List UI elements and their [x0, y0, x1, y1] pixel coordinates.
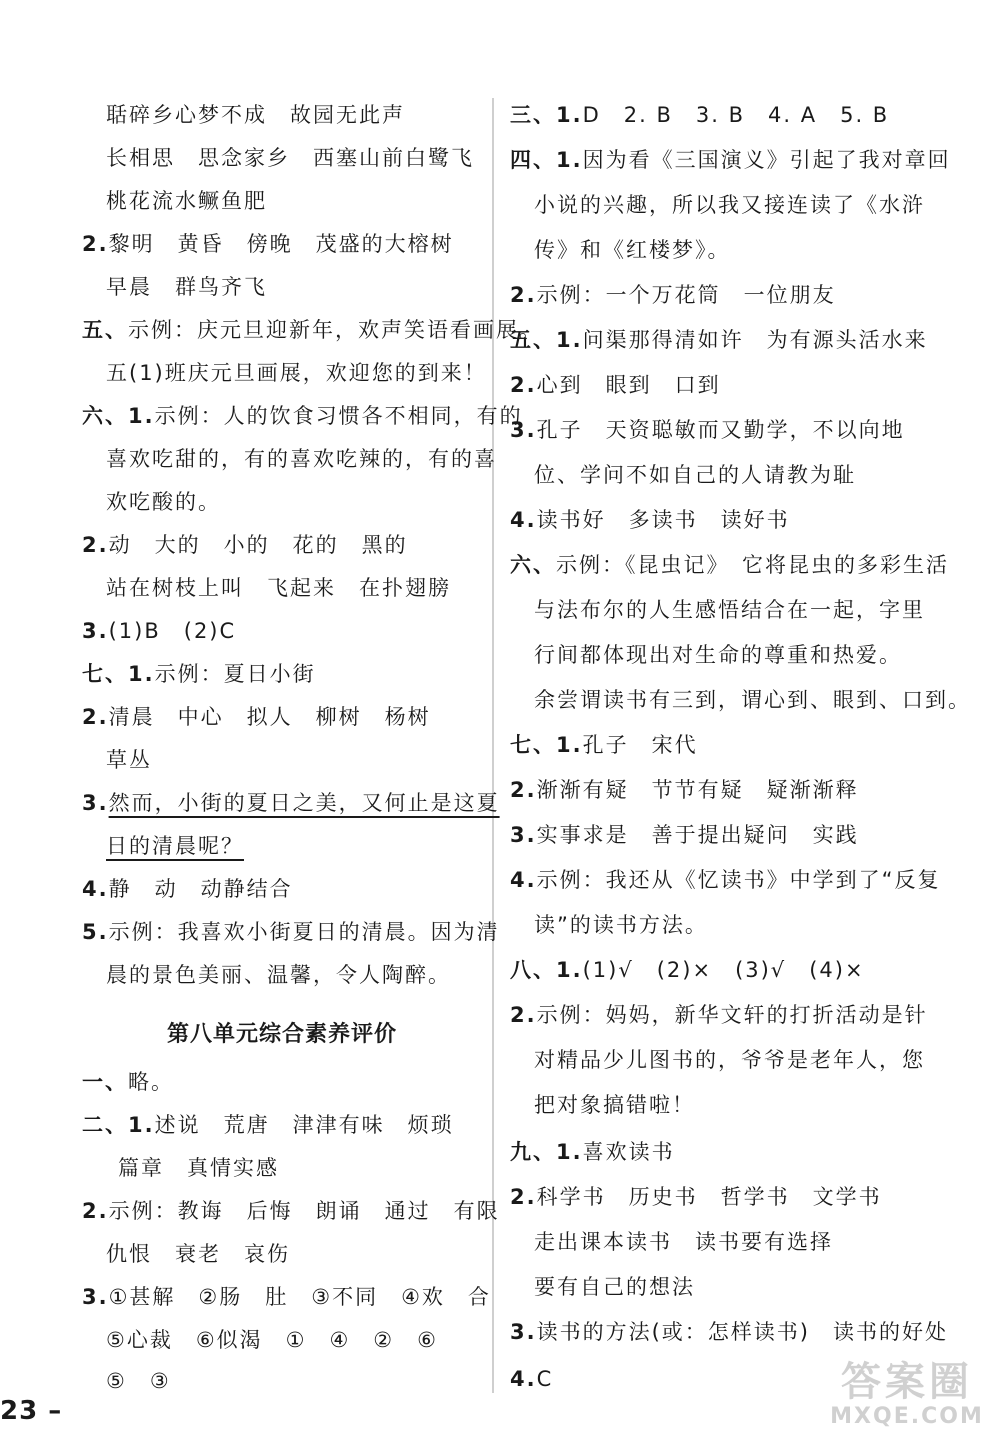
- answer-line: 晨的景色美丽、温馨，令人陶醉。: [106, 963, 451, 987]
- answer-line: 2.示例：一个万花筒 一位朋友: [510, 283, 836, 307]
- answer-line: 3.孔子 天资聪敏而又勤学，不以向地: [510, 418, 905, 442]
- answer-line: 2.清晨 中心 拟人 柳树 杨树: [82, 705, 431, 729]
- answer-line: ⑤ ③: [106, 1369, 171, 1393]
- answer-line: 3.(1)B (2)C: [82, 619, 237, 643]
- answer-line: 2.示例：教诲 后悔 朗诵 通过 有限: [82, 1199, 500, 1223]
- answer-line: 仇恨 衰老 哀伤: [106, 1242, 290, 1266]
- answer-line: 五、1.问渠那得清如许 为有源头活水来: [510, 328, 928, 352]
- watermark-logo: [822, 1360, 992, 1440]
- answer-line: 把对象搞错啦！: [534, 1093, 695, 1117]
- answer-line: ⑤心裁 ⑥似渴 ① ④ ② ⑥: [106, 1328, 438, 1352]
- answer-line: 行间都体现出对生命的尊重和热爱。: [534, 643, 902, 667]
- answer-line: 3.实事求是 善于提出疑问 实践: [510, 823, 859, 847]
- section-heading: 第八单元综合素养评价: [166, 1022, 397, 1047]
- answer-line: 八、1.(1)√ (2)× (3)√ (4)×: [510, 958, 865, 982]
- answer-line: 对精品少儿图书的，爷爷是老年人，您: [534, 1048, 925, 1072]
- answer-line: 5.示例：我喜欢小街夏日的清晨。因为清: [82, 920, 500, 944]
- watermark-text-bottom: MXQE.COM: [830, 1404, 984, 1429]
- answer-line: 长相思 思念家乡 西塞山前白鹭飞: [106, 146, 474, 170]
- watermark-text-top: 答案圈: [841, 1359, 973, 1405]
- answer-line: 余尝谓读书有三到，谓心到、眼到、口到。: [534, 688, 971, 712]
- answer-line: 桃花流水鳜鱼肥: [106, 189, 267, 213]
- answer-line: 五、示例：庆元旦迎新年，欢声笑语看画展。: [82, 318, 542, 342]
- answer-line: 2.科学书 历史书 哲学书 文学书: [510, 1185, 882, 1209]
- answer-line: 站在树枝上叫 飞起来 在扑翅膀: [106, 576, 451, 600]
- answer-line: 与法布尔的人生感悟结合在一起，字里: [534, 598, 925, 622]
- answer-line: 2.渐渐有疑 节节有疑 疑渐渐释: [510, 778, 859, 802]
- answer-line: 3.然而，小街的夏日之美，又何止是这夏: [82, 791, 500, 815]
- answer-line: 六、示例：《昆虫记》 它将昆虫的多彩生活: [510, 553, 949, 577]
- answer-line: 早晨 群鸟齐飞: [106, 275, 267, 299]
- answer-line: 3.①甚解 ②肠 肚 ③不同 ④欢 合: [82, 1285, 491, 1309]
- answer-line: 草丛: [106, 748, 152, 772]
- answer-line: 走出课本读书 读书要有选择: [534, 1230, 833, 1254]
- answer-line: 欢吃酸的。: [106, 490, 221, 514]
- answer-line: 2.动 大的 小的 花的 黑的: [82, 533, 408, 557]
- answer-line: 七、1.示例：夏日小街: [82, 662, 316, 686]
- answer-line: 九、1.喜欢读书: [510, 1140, 675, 1164]
- answer-line: 4.读书好 多读书 读好书: [510, 508, 790, 532]
- answer-line: 读”的读书方法。: [534, 913, 708, 937]
- answer-line: 要有自己的想法: [534, 1275, 695, 1299]
- answer-line: 二、1.述说 荒唐 津津有味 烦琐: [82, 1113, 454, 1137]
- answer-line: 2.黎明 黄昏 傍晚 茂盛的大榕树: [82, 232, 454, 256]
- answer-line: 日的清晨呢？: [106, 834, 244, 858]
- answer-line: 五(1)班庆元旦画展，欢迎您的到来！: [106, 361, 487, 385]
- answer-line: 四、1.因为看《三国演义》引起了我对章回: [510, 148, 951, 172]
- answer-line: 六、1.示例：人的饮食习惯各不相同，有的: [82, 404, 523, 428]
- answer-line: 3.读书的方法(或：怎样读书) 读书的好处: [510, 1320, 948, 1344]
- answer-line: 篇章 真情实感: [118, 1156, 279, 1180]
- answer-line: 2.心到 眼到 口到: [510, 373, 721, 397]
- answer-line: 喜欢吃甜的，有的喜欢吃辣的，有的喜: [106, 447, 497, 471]
- answer-line: 位、学问不如自己的人请教为耻: [534, 463, 856, 487]
- answer-line: 小说的兴趣，所以我又接连读了《水浒: [534, 193, 925, 217]
- answer-line: 三、1.D 2. B 3. B 4. A 5. B: [510, 103, 890, 127]
- answer-line: 一、略。: [82, 1070, 174, 1094]
- answer-line: 聒碎乡心梦不成 故园无此声: [106, 103, 405, 127]
- page-number: 23 –: [0, 1396, 63, 1426]
- answer-line: 4.示例：我还从《忆读书》中学到了“反复: [510, 868, 941, 892]
- answer-line: 传》和《红楼梦》。: [534, 238, 731, 262]
- answer-line: 4.C: [510, 1367, 554, 1391]
- answer-line: 七、1.孔子 宋代: [510, 733, 698, 757]
- answer-line: 4.静 动 动静结合: [82, 877, 293, 901]
- answer-line: 2.示例：妈妈，新华文轩的打折活动是针: [510, 1003, 928, 1027]
